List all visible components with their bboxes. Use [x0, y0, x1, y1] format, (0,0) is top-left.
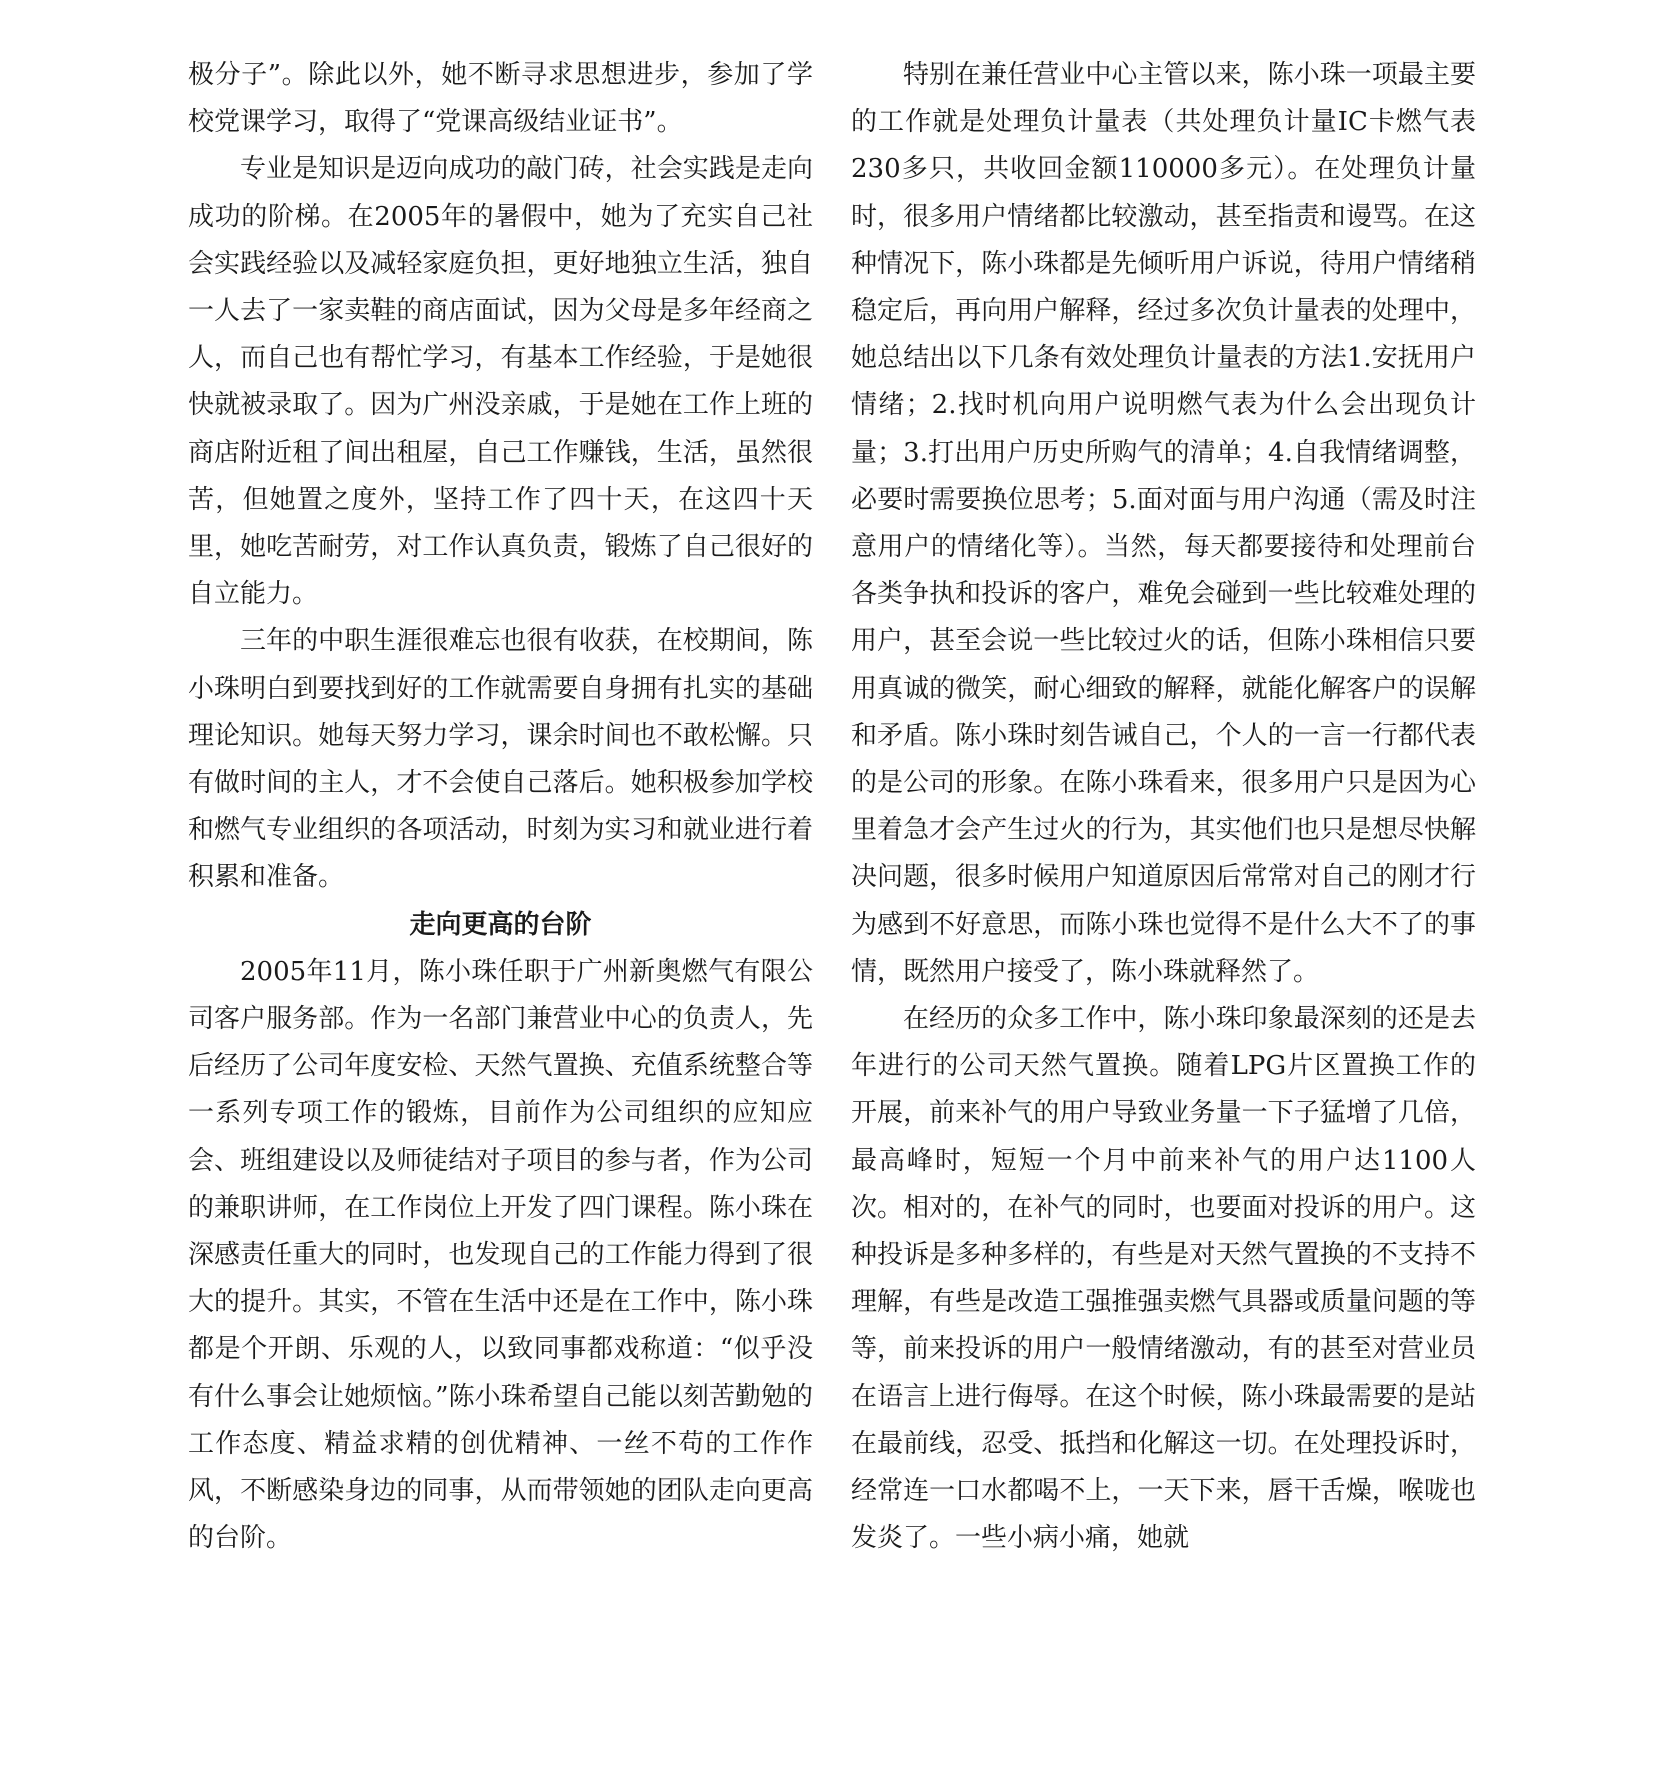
section-heading: 走向更高的台阶 — [409, 909, 592, 940]
paragraph: 2005年11月，陈小珠任职于广州新奥燃气有限公司客户服务部。作为一名部门兼营业中心的负责人，先后经历了公司年度安检、天然气置换、充值系统整合等一系列专项工作的锻炼，目前作为公司组织的应知应会、班组建设以及师徒结对子项目的参与者，作为公司的兼职讲师，在工作岗位上开发了四门课程。陈小珠在深感责任重大的同时，也发现自己的工作能力得到了很大的提升。其实，不管在生活中还是在工作中，陈小珠都是个开朗、乐观的人，以致同事都戏称道：“似乎没有什么事会让她烦恼。”陈小珠希望自己能以刻苦勤勉的工作态度、精益求精的创优精神、一丝不苟的工作作风，不断感染身边的同事，从而带领她的团队走向更高的台阶。 — [188, 956, 813, 1554]
paragraph: 专业是知识是迈向成功的敲门砖，社会实践是走向成功的阶梯。在2005年的暑假中，她为了充实自己社会实践经验以及减轻家庭负担，更好地独立生活，独自一人去了一家卖鞋的商店面试，因为父母是多年经商之人，而自己也有帮忙学习，有基本工作经验，于是她很快就被录取了。因为广州没亲戚，于是她在工作上班的商店附近租了间出租屋，自己工作赚钱，生活，虽然很苦，但她置之度外，坚持工作了四十天，在这四十天里，她吃苦耐劳，对工作认真负责，锻炼了自己很好的自立能力。 — [188, 154, 813, 610]
paragraph: 三年的中职生涯很难忘也很有收获，在校期间，陈小珠明白到要找到好的工作就需要自身拥有扎实的基础理论知识。她每天努力学习，课余时间也不敢松懈。只有做时间的主人，才不会使自己落后。她积极参加学校和燃气专业组织的各项活动，时刻为实习和就业进行着积累和准备。 — [188, 626, 813, 893]
paragraph: 在经历的众多工作中，陈小珠印象最深刻的还是去年进行的公司天然气置换。随着LPG片区置换工作的开展，前来补气的用户导致业务量一下子猛增了几倍，最高峰时，短短一个月中前来补气的用户达1100人次。相对的，在补气的同时，也要面对投诉的用户。这种投诉是多种多样的，有些是对天然气置换的不支持不理解，有些是改造工强推强卖燃气具器或质量问题的等等，前来投诉的用户一般情绪激动，有的甚至对营业员在语言上进行侮辱。在这个时候，陈小珠最需要的是站在最前线，忍受、抵挡和化解这一切。在处理投诉时，经常连一口水都喝不上，一天下来，唇干舌燥，喉咙也发炎了。一些小病小痛，她就 — [851, 1004, 1476, 1554]
paragraph: 特别在兼任营业中心主管以来，陈小珠一项最主要的工作就是处理负计量表（共处理负计量IC卡燃气表230多只，共收回金额110000多元）。在处理负计量时，很多用户情绪都比较激动，甚至指责和谩骂。在这种情况下，陈小珠都是先倾听用户诉说，待用户情绪稍稳定后，再向用户解释，经过多次负计量表的处理中，她总结出以下几条有效处理负计量表的方法1.安抚用户情绪；2.找时机向用户说明燃气表为什么会出现负计量；3.打出用户历史所购气的清单；4.自我情绪调整，必要时需要换位思考；5.面对面与用户沟通（需及时注意用户的情绪化等）。当然，每天都要接待和处理前台各类争执和投诉的客户，难免会碰到一些比较难处理的用户，甚至会说一些比较过火的话，但陈小珠相信只要用真诚的微笑，耐心细致的解释，就能化解客户的误解和矛盾。陈小珠时刻告诫自己，个人的一言一行都代表的是公司的形象。在陈小珠看来，很多用户只是因为心里着急才会产生过火的行为，其实他们也只是想尽快解决问题，很多时候用户知道原因后常常对自己的刚才行为感到不好意思，而陈小珠也觉得不是什么大不了的事情，既然用户接受了，陈小珠就释然了。 — [851, 60, 1476, 987]
left-column — [188, 52, 813, 1563]
paragraph: 极分子”。除此以外，她不断寻求思想进步，参加了学校党课学习，取得了“党课高级结业证书”。 — [188, 60, 813, 138]
right-column — [851, 52, 1476, 1563]
